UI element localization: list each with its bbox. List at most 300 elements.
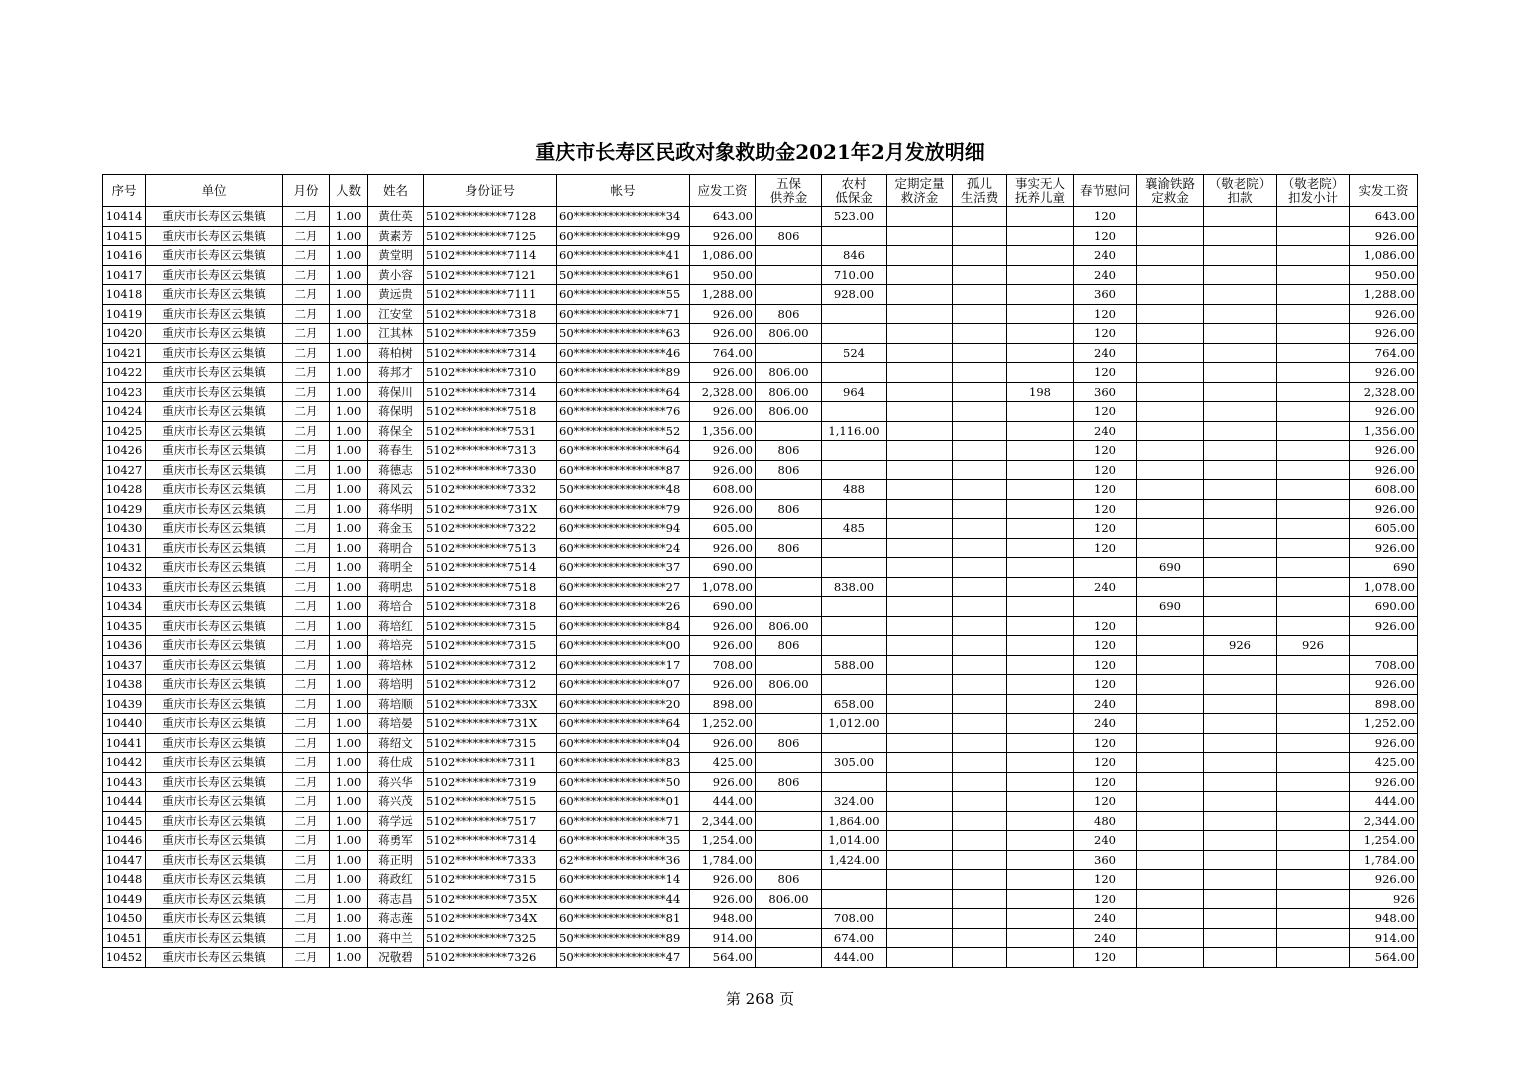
table-cell — [1204, 948, 1277, 968]
table-cell: 1.00 — [330, 421, 368, 441]
table-cell: 1.00 — [330, 948, 368, 968]
table-cell — [887, 480, 953, 500]
table-cell: 重庆市长寿区云集镇 — [146, 733, 283, 753]
table-cell — [1204, 753, 1277, 773]
table-cell — [953, 850, 1007, 870]
table-cell: 5102*********7314 — [424, 831, 557, 851]
table-cell: 1.00 — [330, 831, 368, 851]
table-cell: 1.00 — [330, 870, 368, 890]
table-cell: 1,288.00 — [690, 285, 756, 305]
column-header: 定期定量 救济金 — [887, 175, 953, 207]
table-cell — [1137, 577, 1204, 597]
table-cell: 1,254.00 — [1350, 831, 1418, 851]
table-cell: 926.00 — [1350, 441, 1418, 461]
table-cell: 重庆市长寿区云集镇 — [146, 870, 283, 890]
table-cell: 60****************71 — [557, 304, 690, 324]
table-cell — [822, 499, 887, 519]
table-cell: 10431 — [103, 538, 146, 558]
table-cell: 二月 — [283, 460, 330, 480]
table-cell — [756, 909, 822, 929]
table-cell — [1204, 265, 1277, 285]
table-cell: 806 — [756, 441, 822, 461]
table-cell: 二月 — [283, 753, 330, 773]
table-cell: 926.00 — [690, 499, 756, 519]
table-cell — [1204, 889, 1277, 909]
table-cell — [887, 811, 953, 831]
table-cell — [953, 714, 1007, 734]
table-cell: 二月 — [283, 655, 330, 675]
table-row — [103, 636, 1418, 656]
table-cell — [1277, 597, 1350, 617]
table-row — [103, 499, 1418, 519]
table-cell: 926.00 — [1350, 363, 1418, 383]
table-cell — [1137, 285, 1204, 305]
table-cell: 120 — [1074, 733, 1137, 753]
table-cell: 蒋保川 — [368, 382, 424, 402]
table-cell: 806 — [756, 460, 822, 480]
table-cell: 5102*********7315 — [424, 733, 557, 753]
table-cell: 1,078.00 — [1350, 577, 1418, 597]
table-cell: 120 — [1074, 792, 1137, 812]
table-cell: 926.00 — [690, 636, 756, 656]
table-cell — [887, 265, 953, 285]
table-cell — [1074, 597, 1137, 617]
table-cell: 60****************07 — [557, 675, 690, 695]
table-cell: 蒋培晏 — [368, 714, 424, 734]
table-cell: 1.00 — [330, 538, 368, 558]
table-cell: 425.00 — [1350, 753, 1418, 773]
table-cell: 240 — [1074, 694, 1137, 714]
column-header: 事实无人 抚养儿童 — [1007, 175, 1074, 207]
table-cell — [1204, 519, 1277, 539]
table-cell: 1.00 — [330, 577, 368, 597]
table-cell: 926.00 — [1350, 499, 1418, 519]
table-cell: 360 — [1074, 850, 1137, 870]
table-cell: 60****************71 — [557, 811, 690, 831]
table-cell: 608.00 — [690, 480, 756, 500]
table-cell — [1277, 733, 1350, 753]
table-cell: 60****************20 — [557, 694, 690, 714]
table-cell: 806.00 — [756, 324, 822, 344]
table-cell: 蒋保明 — [368, 402, 424, 422]
table-cell: 重庆市长寿区云集镇 — [146, 714, 283, 734]
table-cell: 重庆市长寿区云集镇 — [146, 675, 283, 695]
table-cell: 重庆市长寿区云集镇 — [146, 655, 283, 675]
table-cell — [1137, 207, 1204, 227]
table-cell: 蒋邦才 — [368, 363, 424, 383]
table-cell: 10418 — [103, 285, 146, 305]
table-cell — [953, 538, 1007, 558]
table-cell — [1277, 850, 1350, 870]
table-cell — [1204, 772, 1277, 792]
table-cell: 120 — [1074, 519, 1137, 539]
table-cell: 926.00 — [690, 226, 756, 246]
table-cell — [1137, 636, 1204, 656]
table-cell: 5102*********7326 — [424, 948, 557, 968]
column-header: 农村 低保金 — [822, 175, 887, 207]
table-cell — [1204, 460, 1277, 480]
table-cell — [953, 363, 1007, 383]
table-cell — [887, 616, 953, 636]
table-cell: 重庆市长寿区云集镇 — [146, 753, 283, 773]
table-row — [103, 655, 1418, 675]
table-cell: 444.00 — [1350, 792, 1418, 812]
table-cell: 926.00 — [1350, 402, 1418, 422]
table-cell: 10415 — [103, 226, 146, 246]
table-cell — [822, 616, 887, 636]
table-cell — [756, 831, 822, 851]
table-cell: 60****************99 — [557, 226, 690, 246]
table-cell: 重庆市长寿区云集镇 — [146, 480, 283, 500]
table-cell: 926.00 — [690, 616, 756, 636]
table-cell: 二月 — [283, 402, 330, 422]
table-cell: 二月 — [283, 616, 330, 636]
table-cell: 488 — [822, 480, 887, 500]
table-cell — [1007, 324, 1074, 344]
table-cell — [1137, 616, 1204, 636]
table-cell — [953, 889, 1007, 909]
table-cell — [953, 519, 1007, 539]
table-cell: 1.00 — [330, 480, 368, 500]
table-cell — [756, 265, 822, 285]
column-header: 襄渝铁路 定救金 — [1137, 175, 1204, 207]
table-cell: 重庆市长寿区云集镇 — [146, 421, 283, 441]
table-cell — [1204, 285, 1277, 305]
table-cell: 764.00 — [690, 343, 756, 363]
table-cell — [1007, 636, 1074, 656]
table-cell: 蒋培明 — [368, 675, 424, 695]
table-cell — [756, 655, 822, 675]
table-row — [103, 265, 1418, 285]
table-cell: 二月 — [283, 831, 330, 851]
table-cell: 62****************36 — [557, 850, 690, 870]
table-cell: 690.00 — [690, 597, 756, 617]
table-cell — [1007, 577, 1074, 597]
table-cell — [1204, 928, 1277, 948]
table-cell: 926.00 — [690, 441, 756, 461]
table-cell — [1007, 421, 1074, 441]
table-cell: 10450 — [103, 909, 146, 929]
table-cell: 708.00 — [822, 909, 887, 929]
table-cell: 605.00 — [1350, 519, 1418, 539]
table-cell: 10427 — [103, 460, 146, 480]
table-cell: 1,116.00 — [822, 421, 887, 441]
table-cell — [1007, 948, 1074, 968]
table-cell: 480 — [1074, 811, 1137, 831]
table-cell — [756, 343, 822, 363]
table-cell: 928.00 — [822, 285, 887, 305]
table-cell: 10449 — [103, 889, 146, 909]
table-cell — [756, 694, 822, 714]
table-cell — [822, 636, 887, 656]
table-cell: 914.00 — [690, 928, 756, 948]
table-cell — [887, 246, 953, 266]
table-cell: 1,014.00 — [822, 831, 887, 851]
table-cell: 二月 — [283, 870, 330, 890]
table-cell: 10435 — [103, 616, 146, 636]
table-cell — [953, 382, 1007, 402]
table-cell: 240 — [1074, 421, 1137, 441]
table-cell: 1,356.00 — [690, 421, 756, 441]
table-cell: 10430 — [103, 519, 146, 539]
table-cell: 120 — [1074, 616, 1137, 636]
column-header: 春节慰问 — [1074, 175, 1137, 207]
table-cell: 1.00 — [330, 889, 368, 909]
table-cell: 846 — [822, 246, 887, 266]
table-cell — [887, 285, 953, 305]
table-cell: 1.00 — [330, 460, 368, 480]
table-cell — [887, 538, 953, 558]
table-cell: 10452 — [103, 948, 146, 968]
table-cell: 60****************81 — [557, 909, 690, 929]
table-cell — [756, 577, 822, 597]
table-cell — [1277, 694, 1350, 714]
table-cell: 60****************64 — [557, 714, 690, 734]
table-cell — [822, 870, 887, 890]
table-cell — [1007, 928, 1074, 948]
table-cell — [1277, 889, 1350, 909]
table-cell — [1137, 441, 1204, 461]
table-cell: 重庆市长寿区云集镇 — [146, 772, 283, 792]
table-cell — [1204, 499, 1277, 519]
table-cell — [953, 441, 1007, 461]
table-cell: 926.00 — [690, 889, 756, 909]
table-cell: 重庆市长寿区云集镇 — [146, 304, 283, 324]
table-cell — [1204, 441, 1277, 461]
table-cell — [1137, 226, 1204, 246]
table-cell: 10422 — [103, 363, 146, 383]
table-cell: 重庆市长寿区云集镇 — [146, 460, 283, 480]
table-cell — [1277, 753, 1350, 773]
table-cell — [756, 597, 822, 617]
table-cell: 5102*********733X — [424, 694, 557, 714]
table-row — [103, 382, 1418, 402]
table-cell — [756, 811, 822, 831]
table-cell: 5102*********7325 — [424, 928, 557, 948]
table-cell — [1007, 714, 1074, 734]
table-cell: 926.00 — [690, 324, 756, 344]
table-cell — [1204, 246, 1277, 266]
table-cell — [1137, 304, 1204, 324]
table-cell — [1277, 870, 1350, 890]
table-cell: 二月 — [283, 382, 330, 402]
table-cell: 10420 — [103, 324, 146, 344]
table-cell: 10424 — [103, 402, 146, 422]
table-cell: 黄小容 — [368, 265, 424, 285]
table-cell: 60****************94 — [557, 519, 690, 539]
table-cell — [1204, 402, 1277, 422]
table-cell: 926.00 — [1350, 733, 1418, 753]
table-cell: 50****************61 — [557, 265, 690, 285]
column-header: 应发工资 — [690, 175, 756, 207]
table-cell: 蒋勇军 — [368, 831, 424, 851]
table-cell: 10434 — [103, 597, 146, 617]
table-cell: 重庆市长寿区云集镇 — [146, 519, 283, 539]
table-cell — [1007, 597, 1074, 617]
table-cell: 708.00 — [690, 655, 756, 675]
table-cell: 806 — [756, 733, 822, 753]
table-cell: 重庆市长寿区云集镇 — [146, 616, 283, 636]
table-cell — [1007, 831, 1074, 851]
table-cell: 重庆市长寿区云集镇 — [146, 694, 283, 714]
table-cell — [822, 402, 887, 422]
table-cell — [1007, 285, 1074, 305]
table-cell — [953, 421, 1007, 441]
table-cell — [1137, 480, 1204, 500]
table-cell — [1277, 558, 1350, 578]
table-cell: 蒋德志 — [368, 460, 424, 480]
table-cell: 黄素芳 — [368, 226, 424, 246]
table-cell: 二月 — [283, 304, 330, 324]
table-cell: 重庆市长寿区云集镇 — [146, 324, 283, 344]
table-cell: 60****************83 — [557, 753, 690, 773]
table-cell: 60****************89 — [557, 363, 690, 383]
table-cell — [1007, 343, 1074, 363]
table-cell: 1.00 — [330, 207, 368, 227]
table-cell: 二月 — [283, 343, 330, 363]
table-cell: 838.00 — [822, 577, 887, 597]
table-cell: 60****************87 — [557, 460, 690, 480]
table-cell — [1007, 207, 1074, 227]
table-cell: 926.00 — [1350, 324, 1418, 344]
table-cell — [953, 811, 1007, 831]
table-cell: 324.00 — [822, 792, 887, 812]
table-cell: 5102*********7315 — [424, 636, 557, 656]
table-cell: 重庆市长寿区云集镇 — [146, 343, 283, 363]
table-cell: 蒋志昌 — [368, 889, 424, 909]
table-cell: 10441 — [103, 733, 146, 753]
table-cell: 2,328.00 — [1350, 382, 1418, 402]
table-cell: 5102*********7319 — [424, 772, 557, 792]
table-row — [103, 772, 1418, 792]
table-cell: 690.00 — [1350, 597, 1418, 617]
table-cell: 806 — [756, 499, 822, 519]
table-cell: 710.00 — [822, 265, 887, 285]
column-header: 身份证号 — [424, 175, 557, 207]
table-cell: 1.00 — [330, 636, 368, 656]
table-cell: 806.00 — [756, 616, 822, 636]
table-cell — [756, 928, 822, 948]
table-cell — [756, 421, 822, 441]
table-cell — [953, 324, 1007, 344]
table-cell — [822, 226, 887, 246]
table-cell — [1137, 694, 1204, 714]
table-cell: 120 — [1074, 675, 1137, 695]
table-cell: 1.00 — [330, 772, 368, 792]
table-cell: 240 — [1074, 343, 1137, 363]
table-cell: 690 — [1137, 597, 1204, 617]
table-cell — [887, 597, 953, 617]
table-cell: 60****************14 — [557, 870, 690, 890]
table-cell: 蒋兴华 — [368, 772, 424, 792]
table-cell — [1204, 850, 1277, 870]
table-cell: 120 — [1074, 226, 1137, 246]
table-cell — [1277, 831, 1350, 851]
page-title: 重庆市长寿区民政对象救助金2021年2月发放明细 — [535, 140, 985, 164]
table-cell — [953, 831, 1007, 851]
column-header: （敬老院） 扣款 — [1204, 175, 1277, 207]
table-cell: 10437 — [103, 655, 146, 675]
table-cell — [953, 558, 1007, 578]
table-cell: 重庆市长寿区云集镇 — [146, 265, 283, 285]
column-header: 月份 — [283, 175, 330, 207]
table-cell: 5102*********7310 — [424, 363, 557, 383]
column-header: （敬老院） 扣发小计 — [1277, 175, 1350, 207]
table-cell — [756, 948, 822, 968]
table-row — [103, 948, 1418, 968]
table-cell: 1.00 — [330, 519, 368, 539]
table-cell: 10419 — [103, 304, 146, 324]
table-cell: 806.00 — [756, 675, 822, 695]
table-cell: 蒋风云 — [368, 480, 424, 500]
table-row — [103, 597, 1418, 617]
table-cell: 10445 — [103, 811, 146, 831]
table-cell: 60****************35 — [557, 831, 690, 851]
table-cell: 蒋政红 — [368, 870, 424, 890]
table-cell: 蒋兴茂 — [368, 792, 424, 812]
table-cell — [1204, 714, 1277, 734]
table-cell: 60****************34 — [557, 207, 690, 227]
table-cell — [953, 948, 1007, 968]
table-cell: 1.00 — [330, 616, 368, 636]
table-cell — [953, 460, 1007, 480]
table-cell: 658.00 — [822, 694, 887, 714]
table-cell — [1007, 811, 1074, 831]
table-cell: 926 — [1277, 636, 1350, 656]
table-cell: 蒋培亮 — [368, 636, 424, 656]
table-cell — [1007, 499, 1074, 519]
table-cell: 120 — [1074, 207, 1137, 227]
table-cell: 690.00 — [690, 558, 756, 578]
table-cell: 1.00 — [330, 402, 368, 422]
table-cell: 5102*********7128 — [424, 207, 557, 227]
table-cell: 806 — [756, 870, 822, 890]
table-cell: 1,252.00 — [1350, 714, 1418, 734]
table-cell: 5102*********7514 — [424, 558, 557, 578]
table-cell: 120 — [1074, 324, 1137, 344]
table-cell — [756, 850, 822, 870]
table-cell: 806 — [756, 226, 822, 246]
table-cell: 重庆市长寿区云集镇 — [146, 441, 283, 461]
table-cell — [1137, 909, 1204, 929]
table-cell: 120 — [1074, 870, 1137, 890]
table-cell: 二月 — [283, 694, 330, 714]
table-cell: 914.00 — [1350, 928, 1418, 948]
table-row — [103, 538, 1418, 558]
table-cell: 926.00 — [690, 870, 756, 890]
table-cell: 240 — [1074, 577, 1137, 597]
table-cell — [887, 870, 953, 890]
table-cell — [1277, 772, 1350, 792]
table-cell — [887, 909, 953, 929]
table-cell: 1.00 — [330, 343, 368, 363]
table-cell — [822, 675, 887, 695]
table-cell: 二月 — [283, 558, 330, 578]
column-header: 序号 — [103, 175, 146, 207]
table-cell: 二月 — [283, 909, 330, 929]
table-cell — [1204, 733, 1277, 753]
table-cell: 黄远贵 — [368, 285, 424, 305]
table-cell — [822, 441, 887, 461]
table-cell: 蒋培林 — [368, 655, 424, 675]
table-cell: 重庆市长寿区云集镇 — [146, 889, 283, 909]
table-cell — [1007, 870, 1074, 890]
table-row — [103, 577, 1418, 597]
table-cell: 5102*********7531 — [424, 421, 557, 441]
table-cell — [887, 460, 953, 480]
table-cell — [1204, 831, 1277, 851]
table-row — [103, 889, 1418, 909]
